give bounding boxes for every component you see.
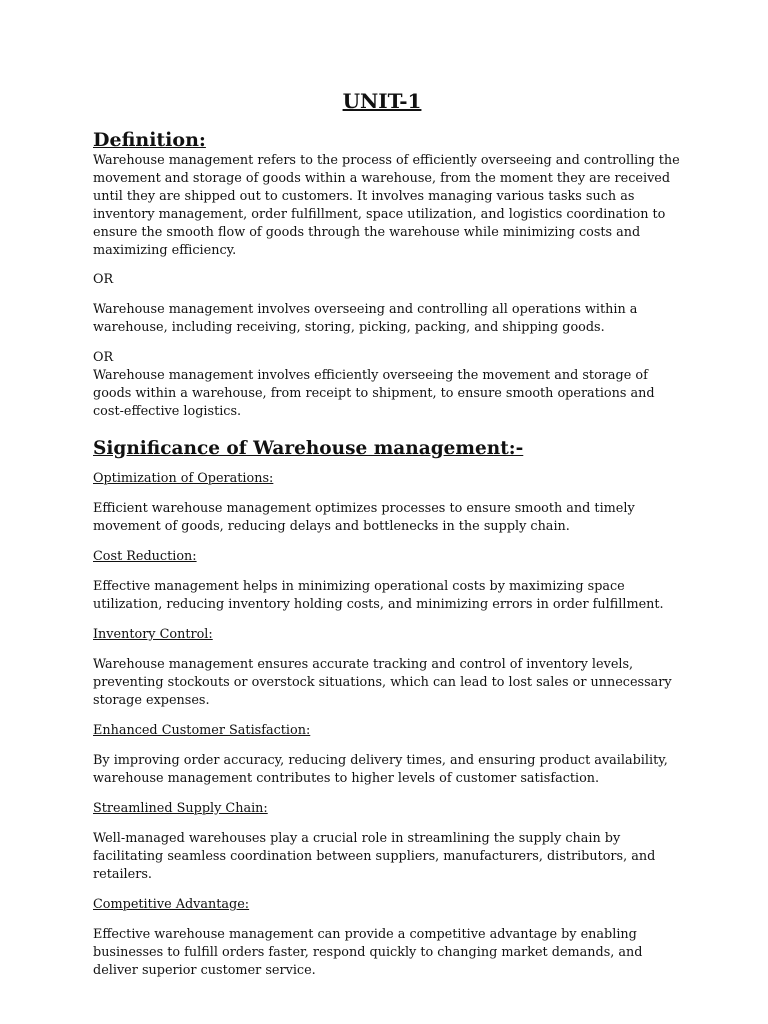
section-optimization bbox=[93, 470, 681, 536]
section-competitive-advantage bbox=[93, 896, 681, 980]
section-inventory-control bbox=[93, 626, 681, 710]
section-title: Cost Reduction: bbox=[93, 549, 197, 564]
definition-paragraph-2: Warehouse management involves overseeing and controlling all operations within a warehouse, including receiving, storing, picking, packing, and shipping goods. bbox=[93, 302, 638, 335]
section-title: Enhanced Customer Satisfaction: bbox=[93, 723, 311, 738]
section-body: Well-managed warehouses play a crucial role in streamlining the supply chain by facilitating seamless coordination between suppliers, manufacturers, distributors, and retailers. bbox=[93, 831, 656, 882]
unit-title: UNIT-1 bbox=[342, 89, 422, 113]
or-separator-2: OR bbox=[93, 350, 114, 365]
section-customer-satisfaction bbox=[93, 722, 681, 788]
definition-paragraph-1: Warehouse management refers to the process of efficiently overseeing and controlling the movement and storage of goods within a warehouse, from the moment they are received until they are shipped out to customers. It involves managing various tasks such as inventory management, order fulfillment, space utilization, and logistics coordination to ensure the smooth flow of goods through the warehouse while minimizing costs and maximizing efficiency. bbox=[93, 153, 680, 258]
section-body: Efficient warehouse management optimizes processes to ensure smooth and timely movement of goods, reducing delays and bottlenecks in the supply chain. bbox=[93, 501, 635, 534]
section-body: Effective warehouse management can provide a competitive advantage by enabling businesses to fulfill orders faster, respond quickly to changing market demands, and deliver superior customer service. bbox=[93, 927, 643, 978]
section-body: By improving order accuracy, reducing delivery times, and ensuring product availability, warehouse management contributes to higher levels of customer satisfaction. bbox=[93, 753, 668, 786]
section-supply-chain bbox=[93, 800, 681, 884]
or-separator-1: OR bbox=[93, 272, 114, 287]
section-title: Inventory Control: bbox=[93, 627, 213, 642]
section-title: Streamlined Supply Chain: bbox=[93, 801, 268, 816]
section-body: Warehouse management ensures accurate tracking and control of inventory levels, preventing stockouts or overstock situations, which can lead to lost sales or unnecessary storage expenses. bbox=[93, 657, 672, 708]
document-page bbox=[93, 88, 681, 980]
section-title: Optimization of Operations: bbox=[93, 471, 274, 486]
section-cost-reduction bbox=[93, 548, 681, 614]
section-body: Effective management helps in minimizing operational costs by maximizing space utilization, reducing inventory holding costs, and minimizing errors in order fulfillment. bbox=[93, 579, 664, 612]
definition-heading: Definition: bbox=[93, 129, 206, 151]
section-title: Competitive Advantage: bbox=[93, 897, 250, 912]
significance-heading: Significance of Warehouse management:- bbox=[93, 438, 524, 459]
definition-paragraph-3: Warehouse management involves efficiently overseeing the movement and storage of goods within a warehouse, from receipt to shipment, to ensure smooth operations and cost-effective logistics. bbox=[93, 368, 655, 419]
